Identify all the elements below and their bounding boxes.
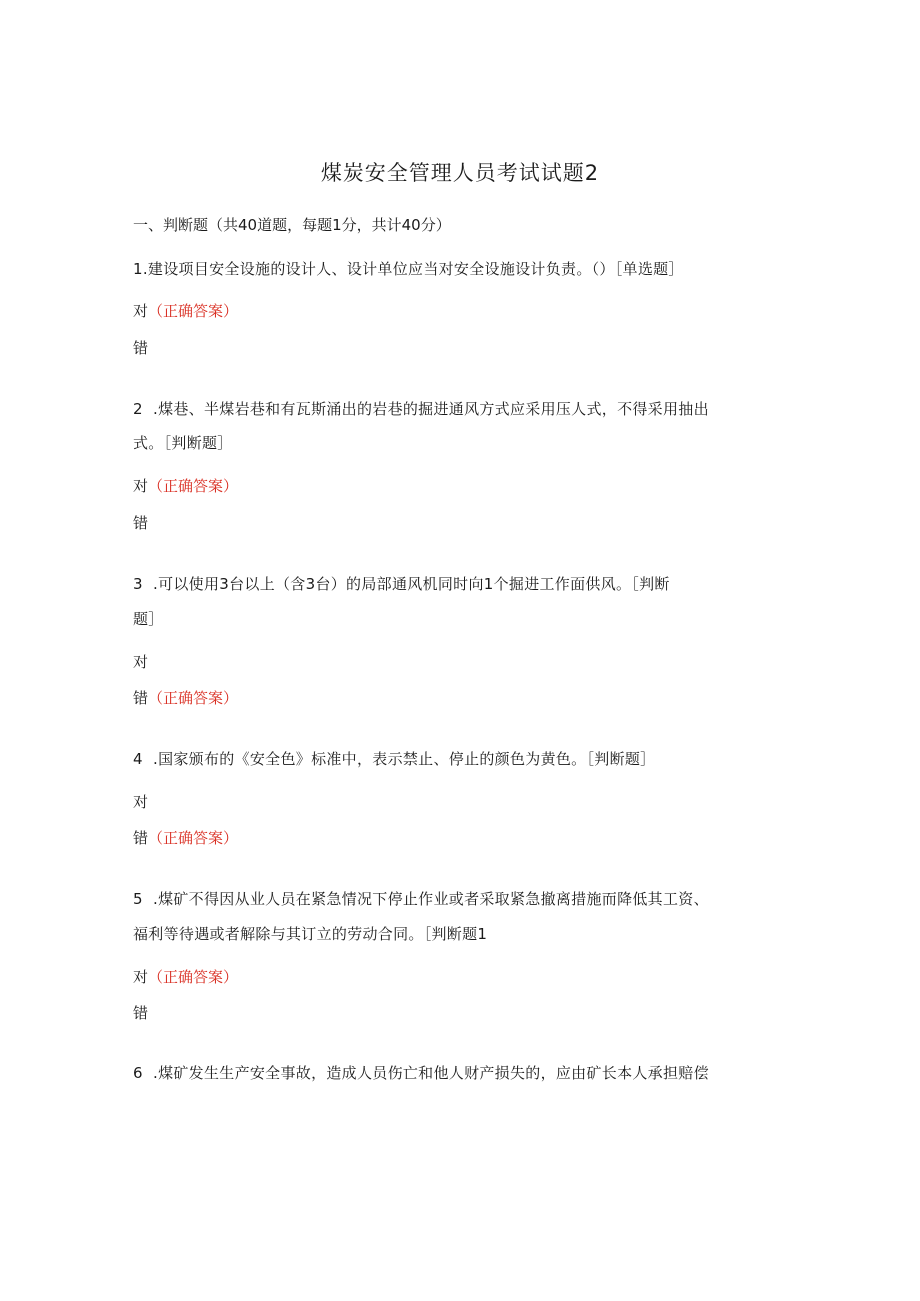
question-3 bbox=[133, 573, 670, 594]
question-text: .可以使用3台以上（含3台）的局部通风机同时向1个掘进工作面供风。［判断 bbox=[153, 575, 670, 593]
question-number: 6 bbox=[133, 1064, 143, 1082]
question-4 bbox=[133, 748, 655, 769]
question-text: 建设项目安全设施的设计人、设计单位应当对安全设施设计负责。（）［单选题］ bbox=[147, 260, 684, 278]
option-label: 对 bbox=[133, 653, 149, 671]
question-3-continued: 题］ bbox=[133, 610, 164, 628]
option-4-a[interactable] bbox=[133, 791, 148, 812]
option-label: 错 bbox=[133, 689, 149, 707]
question-number: 3 bbox=[133, 575, 143, 593]
question-5-continued: 福利等待遇或者解除与其订立的劳动合同。［判断题1 bbox=[133, 925, 488, 943]
question-text: .国家颁布的《安全色》标准中，表示禁止、停止的颜色为黄色。［判断题］ bbox=[153, 750, 656, 768]
option-1-a[interactable] bbox=[133, 300, 238, 321]
option-label: 对 bbox=[133, 968, 149, 986]
option-1-b[interactable] bbox=[133, 337, 148, 358]
question-6 bbox=[133, 1062, 709, 1083]
option-label: 对 bbox=[133, 477, 149, 495]
correct-answer-marker: （正确答案） bbox=[148, 829, 239, 847]
option-label: 对 bbox=[133, 793, 149, 811]
option-label: 错 bbox=[133, 1004, 149, 1022]
option-label: 错 bbox=[133, 339, 149, 357]
correct-answer-marker: （正确答案） bbox=[148, 477, 239, 495]
question-number: 5 bbox=[133, 890, 143, 908]
question-1 bbox=[133, 258, 684, 279]
option-5-b[interactable] bbox=[133, 1002, 148, 1023]
correct-answer-marker: （正确答案） bbox=[148, 968, 239, 986]
question-text: .煤巷、半煤岩巷和有瓦斯涌出的岩巷的掘进通风方式应采用压人式，不得采用抽出 bbox=[153, 400, 709, 418]
section-heading: 一、判断题（共40道题，每题1分，共计40分） bbox=[133, 216, 451, 234]
option-5-a[interactable] bbox=[133, 966, 238, 987]
option-label: 错 bbox=[133, 514, 149, 532]
option-label: 对 bbox=[133, 302, 149, 320]
option-2-a[interactable] bbox=[133, 475, 238, 496]
option-4-b[interactable] bbox=[133, 827, 238, 848]
option-2-b[interactable] bbox=[133, 512, 148, 533]
correct-answer-marker: （正确答案） bbox=[148, 689, 239, 707]
question-2 bbox=[133, 398, 709, 419]
question-5 bbox=[133, 888, 709, 909]
option-label: 错 bbox=[133, 829, 149, 847]
option-3-a[interactable] bbox=[133, 651, 148, 672]
question-number: 4 bbox=[133, 750, 143, 768]
question-number: 1. bbox=[133, 260, 148, 278]
correct-answer-marker: （正确答案） bbox=[148, 302, 239, 320]
question-2-continued: 式。［判断题］ bbox=[133, 434, 233, 452]
option-3-b[interactable] bbox=[133, 687, 238, 708]
question-text: .煤矿不得因从业人员在紧急情况下停止作业或者采取紧急撤离措施而降低其工资、 bbox=[153, 890, 709, 908]
document-title: 煤炭安全管理人员考试试题2 bbox=[320, 161, 600, 185]
question-text: .煤矿发生生产安全事故，造成人员伤亡和他人财产损失的，应由矿长本人承担赔偿 bbox=[153, 1064, 709, 1082]
question-number: 2 bbox=[133, 400, 143, 418]
